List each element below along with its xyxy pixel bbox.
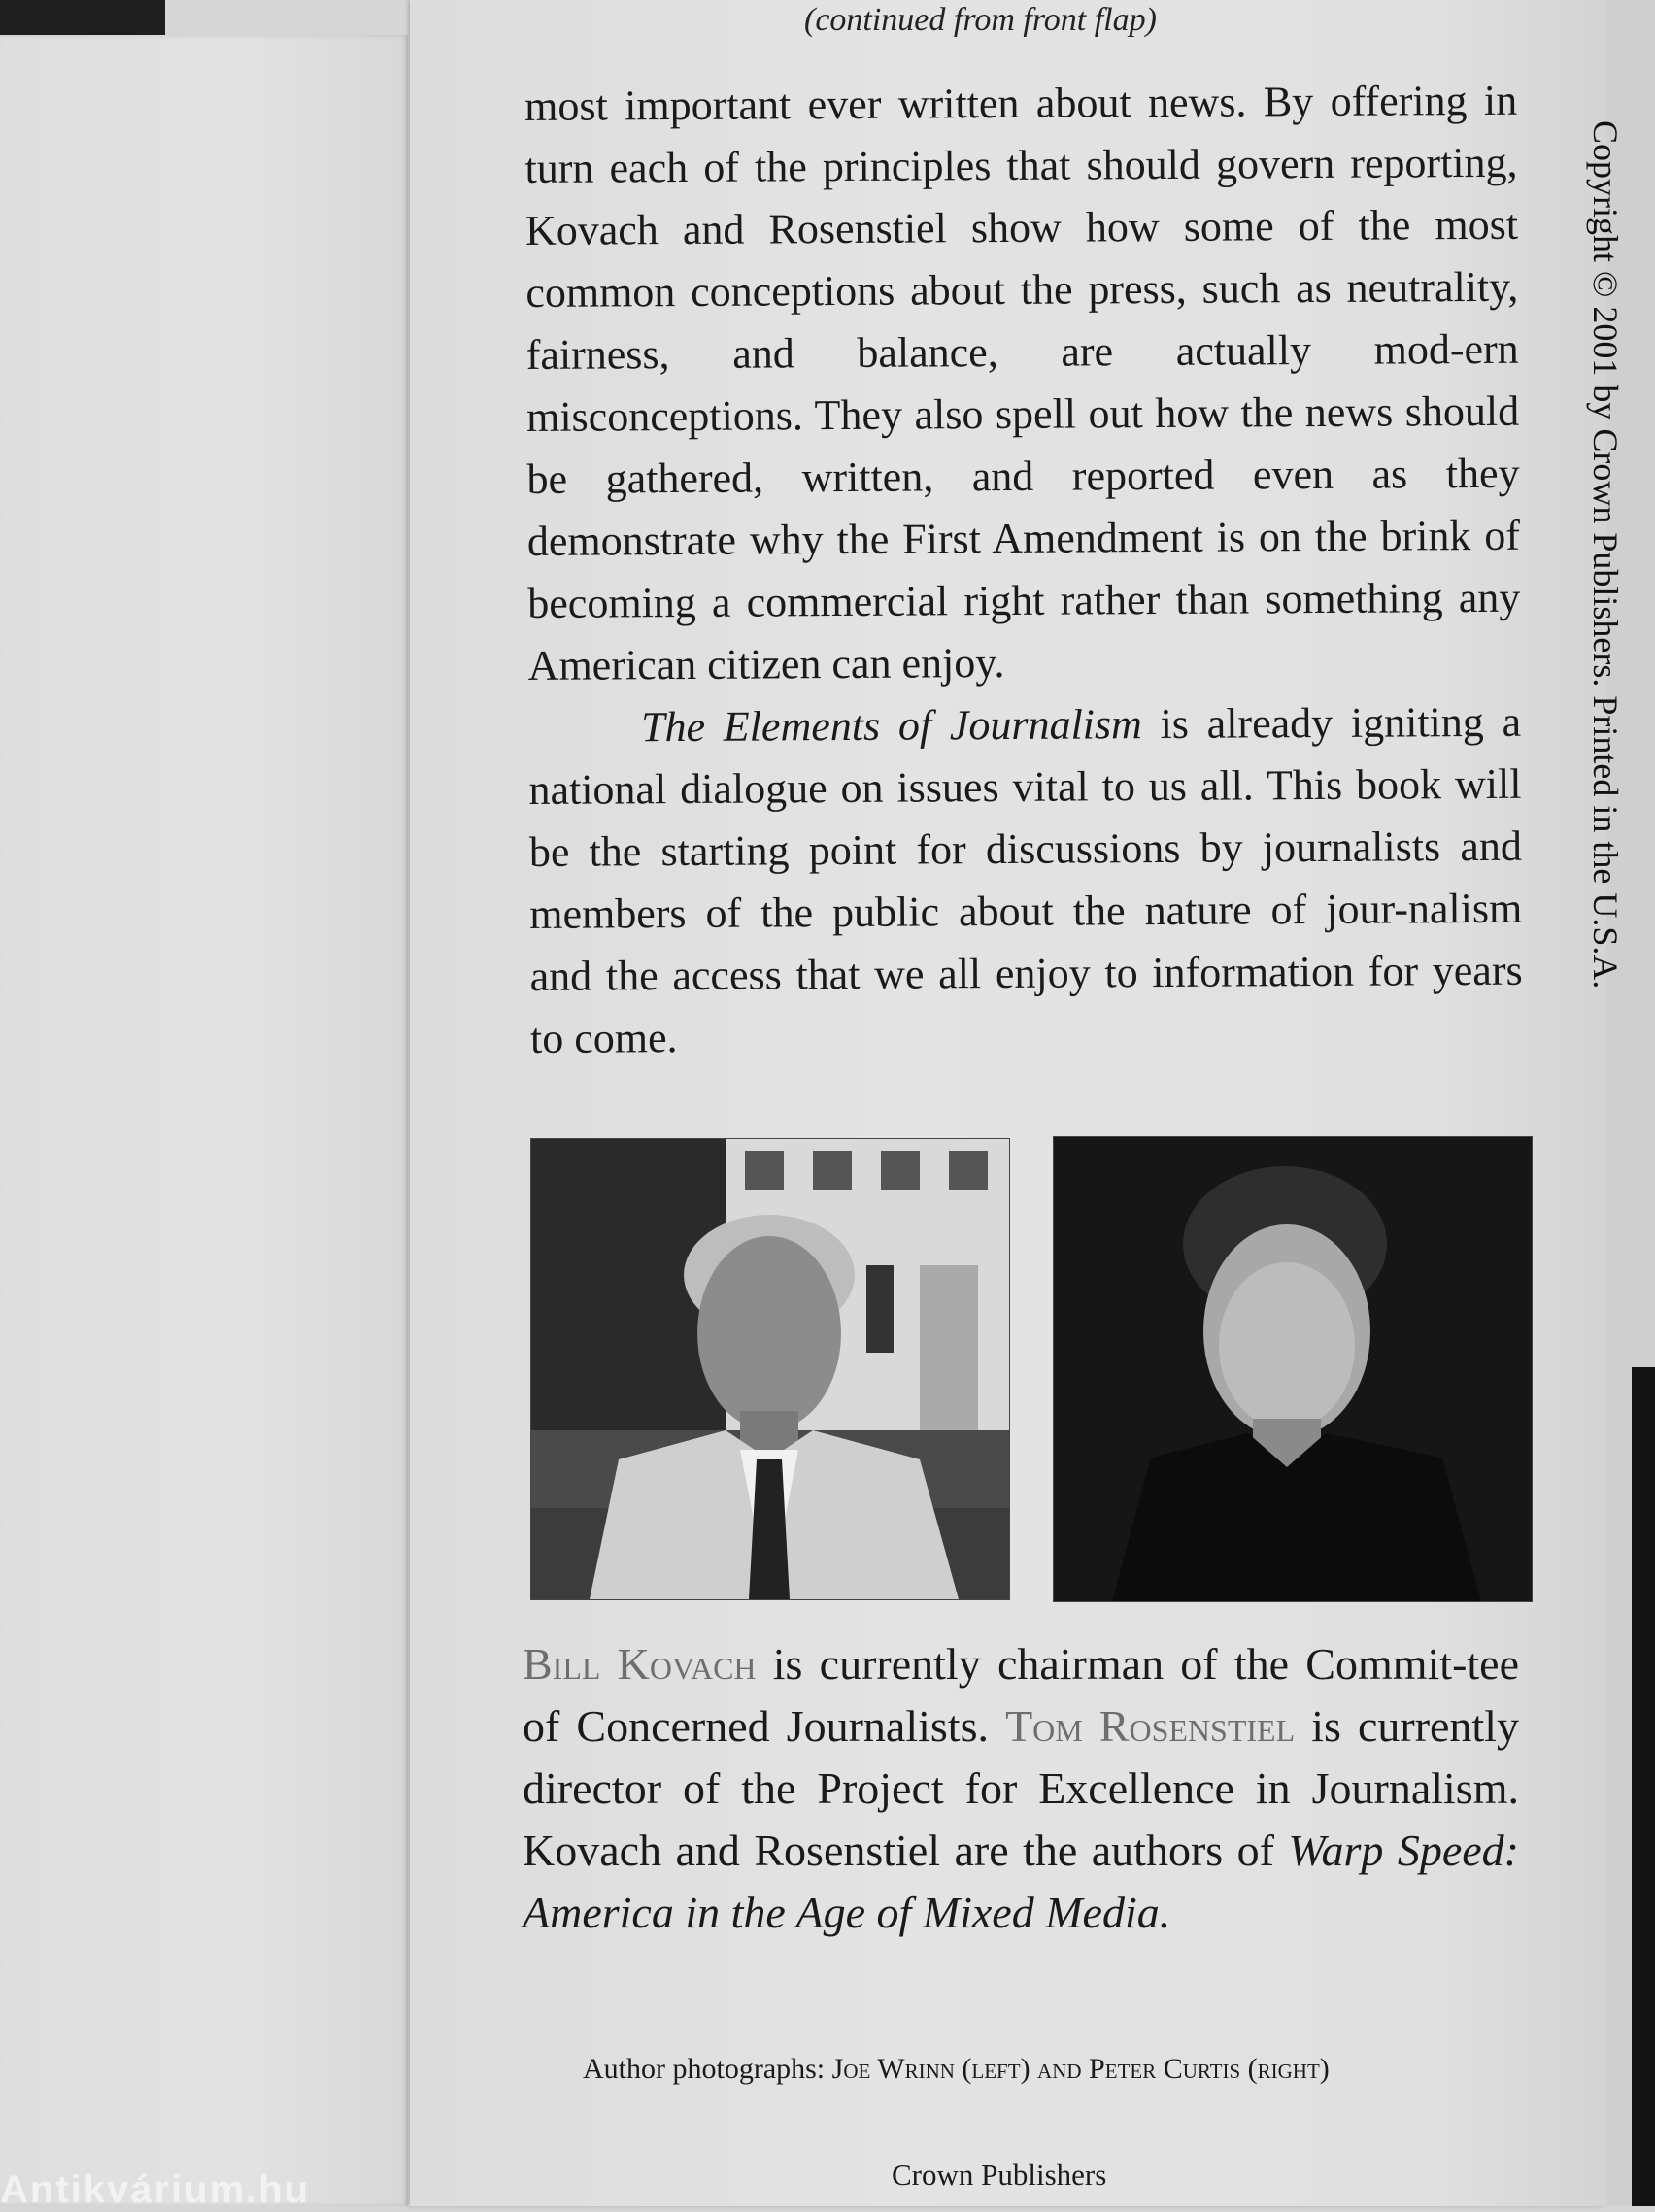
publisher-name: Crown Publishers <box>892 2158 1107 2192</box>
watermark: Antikvárium.hu <box>0 2168 311 2211</box>
book-warp-speed: Warp Speed: America in the Age of Mixed Media. <box>523 1826 1519 1937</box>
book-edge-dark <box>1632 1367 1655 2206</box>
paragraph-2-text: is already igniting a national dialogue on issues vital to us all. This book will be the starting point for discussions by journalists and members of the public about the nature of jour-nalism and the access that we all enjoy to information for years to come. <box>528 697 1523 1062</box>
author-name-rosenstiel: Tom Rosenstiel <box>1005 1701 1296 1751</box>
dark-corner <box>0 0 165 35</box>
photo-credit-prefix: Author photographs: <box>583 2053 832 2085</box>
paragraph-1: most important ever written about news. By offering in turn each of the principles that should govern reporting, Kovach and Rosenstiel show how some of the most common conceptions about the press, such as neutrality, fairness, and balance, are actually mod-ern misconceptions. They also spell out how the news should be gathered, written, and reported even as they demonstrate why the First Amendment is on the brink of becoming a commercial right rather than something any American citizen can enjoy. <box>524 76 1521 689</box>
photo-tom-rosenstiel <box>1053 1136 1533 1602</box>
photo-bill-kovach <box>530 1138 1010 1600</box>
bio-text-2: is currently director of the Project for Excellence in Journalism. Kovach and Rosenstiel are the authors of <box>523 1701 1519 1875</box>
photo-credit-names: Joe Wrinn (left) and Peter Curtis (right) <box>831 2053 1330 2085</box>
flap-text <box>524 70 1523 1070</box>
left-endpaper <box>0 35 408 2211</box>
continued-note: (continued from front flap) <box>804 2 1157 38</box>
copyright-notice: Copyright © 2001 by Crown Publishers. Printed in the U.S.A. <box>1586 120 1625 989</box>
photo-credit <box>583 2053 1330 2086</box>
paragraph-2 <box>528 691 1523 1070</box>
bio-text-1: is currently chairman of the Commit-tee of Concerned Journalists. <box>523 1639 1520 1751</box>
author-name-kovach: Bill Kovach <box>523 1639 757 1689</box>
author-bio <box>523 1633 1519 1944</box>
book-title: The Elements of Journalism <box>640 700 1143 752</box>
